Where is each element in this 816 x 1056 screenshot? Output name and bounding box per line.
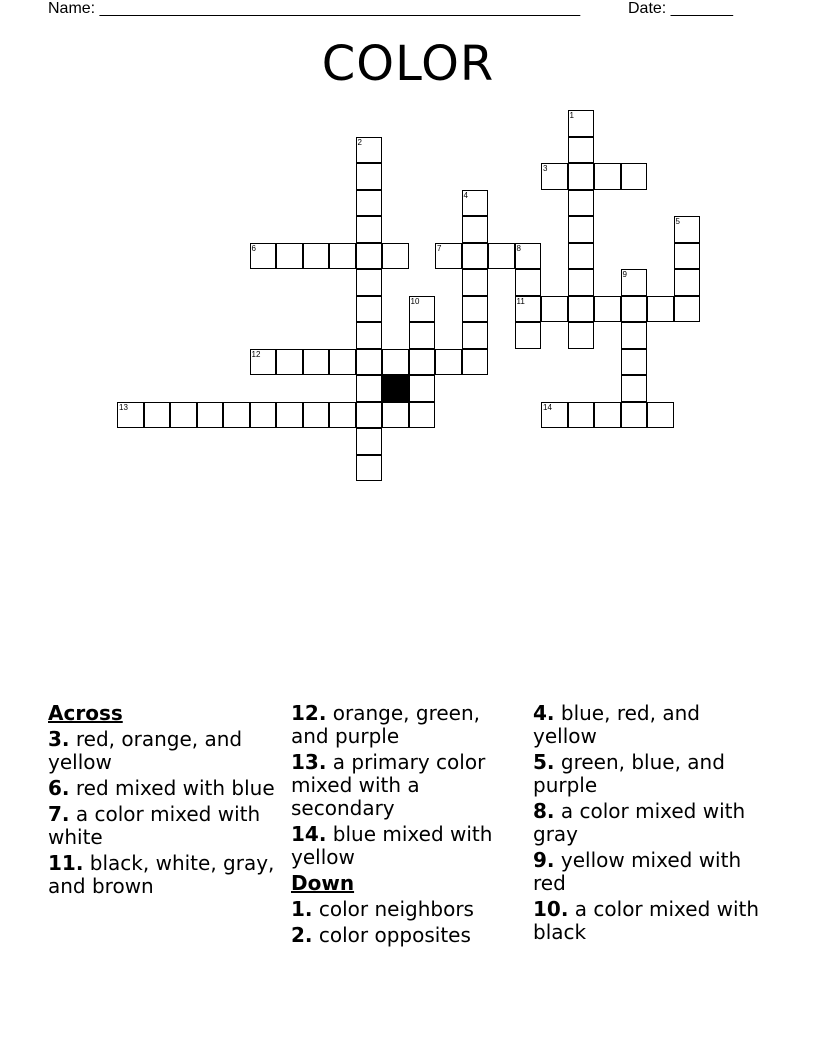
clue-down-8: 8. a color mixed with gray [533, 799, 746, 846]
clue-number-9: 9 [622, 270, 627, 279]
grid-cell[interactable] [197, 402, 224, 429]
clue-down-9: 9. yellow mixed with red [533, 848, 742, 895]
grid-cell[interactable] [303, 243, 330, 270]
grid-cell[interactable] [409, 375, 436, 402]
grid-cell[interactable] [568, 137, 595, 164]
grid-cell[interactable] [382, 243, 409, 270]
clue-number-2: 2 [357, 137, 362, 147]
grid-cell[interactable] [356, 216, 383, 243]
grid-cell[interactable] [488, 243, 515, 270]
grid-cell[interactable] [303, 349, 330, 376]
across-heading: Across [48, 701, 123, 725]
grid-cell[interactable] [329, 243, 356, 270]
clues-column-3 [533, 702, 765, 947]
grid-cell[interactable] [647, 296, 674, 323]
grid-cell[interactable] [462, 216, 489, 243]
grid-cell[interactable] [329, 349, 356, 376]
grid-cell[interactable] [541, 296, 568, 323]
grid-cell[interactable] [356, 243, 383, 270]
grid-cell[interactable] [568, 216, 595, 243]
clue-across-14: 14. blue mixed with yellow [291, 822, 493, 869]
grid-cell[interactable] [621, 163, 648, 190]
grid-cell[interactable] [356, 296, 383, 323]
down-heading: Down [291, 871, 355, 895]
grid-cell[interactable] [356, 269, 383, 296]
clue-number-13: 13 [119, 402, 128, 412]
clue-across-3: 3. red, orange, and yellow [48, 727, 243, 774]
grid-cell[interactable] [356, 163, 383, 190]
grid-cell[interactable] [594, 296, 621, 323]
grid-cell[interactable] [144, 402, 171, 429]
grid-cell[interactable] [568, 322, 595, 349]
clue-down-4: 4. blue, red, and yellow [533, 701, 700, 748]
clue-across-13: 13. a primary color mixed with a secondary [291, 750, 486, 820]
clue-across-7: 7. a color mixed with white [48, 802, 261, 849]
clue-number-11: 11 [516, 296, 525, 306]
grid-cell[interactable] [594, 402, 621, 429]
clue-down-5: 5. green, blue, and purple [533, 750, 725, 797]
clue-number-7: 7 [437, 243, 442, 253]
grid-cell[interactable] [462, 322, 489, 349]
grid-cell[interactable] [356, 375, 383, 402]
grid-cell[interactable] [674, 269, 701, 296]
grid-cell[interactable] [621, 296, 648, 323]
grid-cell[interactable] [356, 190, 383, 217]
grid-cell[interactable] [462, 269, 489, 296]
clue-down-10: 10. a color mixed with black [533, 897, 760, 944]
clues-column-1 [48, 702, 280, 901]
clue-down-1: 1. color neighbors [291, 897, 474, 921]
date-line: Date: _______ [628, 0, 733, 17]
clues-column-2 [291, 702, 523, 950]
clue-down-2: 2. color opposites [291, 923, 471, 947]
grid-cell[interactable] [568, 296, 595, 323]
grid-cell[interactable] [303, 402, 330, 429]
clue-across-11: 11. black, white, gray, and brown [48, 851, 275, 898]
grid-cell[interactable] [462, 296, 489, 323]
grid-cell[interactable] [515, 269, 542, 296]
grid-cell[interactable] [621, 349, 648, 376]
grid-cell[interactable] [568, 243, 595, 270]
grid-cell[interactable] [329, 402, 356, 429]
grid-cell[interactable] [462, 349, 489, 376]
clue-number-6: 6 [251, 243, 256, 253]
grid-cell[interactable] [674, 243, 701, 270]
grid-cell[interactable] [647, 402, 674, 429]
grid-cell[interactable] [621, 375, 648, 402]
black-cell [382, 375, 409, 402]
name-line: Name: ______________________________________________________ [48, 0, 581, 17]
grid-cell[interactable] [409, 349, 436, 376]
clue-across-6: 6. red mixed with blue [48, 776, 275, 800]
grid-cell[interactable] [276, 243, 303, 270]
clue-number-8: 8 [516, 243, 521, 253]
grid-cell[interactable] [568, 163, 595, 190]
grid-cell[interactable] [356, 428, 383, 455]
grid-cell[interactable] [621, 402, 648, 429]
clue-number-4: 4 [463, 190, 468, 200]
grid-cell[interactable] [170, 402, 197, 429]
grid-cell[interactable] [356, 455, 383, 482]
clue-number-5: 5 [675, 217, 680, 226]
grid-cell[interactable] [356, 402, 383, 429]
grid-cell[interactable] [568, 402, 595, 429]
grid-cell[interactable] [356, 322, 383, 349]
clue-number-10: 10 [410, 296, 420, 306]
clue-number-14: 14 [543, 402, 552, 412]
grid-cell[interactable] [568, 269, 595, 296]
grid-cell[interactable] [276, 402, 303, 429]
grid-cell[interactable] [674, 296, 701, 323]
grid-cell[interactable] [356, 349, 383, 376]
grid-cell[interactable] [223, 402, 250, 429]
grid-cell[interactable] [409, 402, 436, 429]
grid-cell[interactable] [382, 402, 409, 429]
crossword-grid [0, 0, 816, 500]
grid-cell[interactable] [621, 322, 648, 349]
clue-number-12: 12 [251, 349, 261, 359]
clue-across-12: 12. orange, green, and purple [291, 701, 481, 748]
clue-number-1: 1 [569, 111, 574, 120]
clue-number-3: 3 [543, 164, 548, 173]
grid-cell[interactable] [382, 349, 409, 376]
grid-cell[interactable] [568, 190, 595, 217]
grid-cell[interactable] [462, 243, 489, 270]
grid-cell[interactable] [594, 163, 621, 190]
grid-cell[interactable] [435, 349, 462, 376]
grid-cell[interactable] [409, 322, 436, 349]
grid-cell[interactable] [276, 349, 303, 376]
grid-cell[interactable] [250, 402, 277, 429]
grid-cell[interactable] [515, 322, 542, 349]
page-title: COLOR [321, 36, 495, 92]
